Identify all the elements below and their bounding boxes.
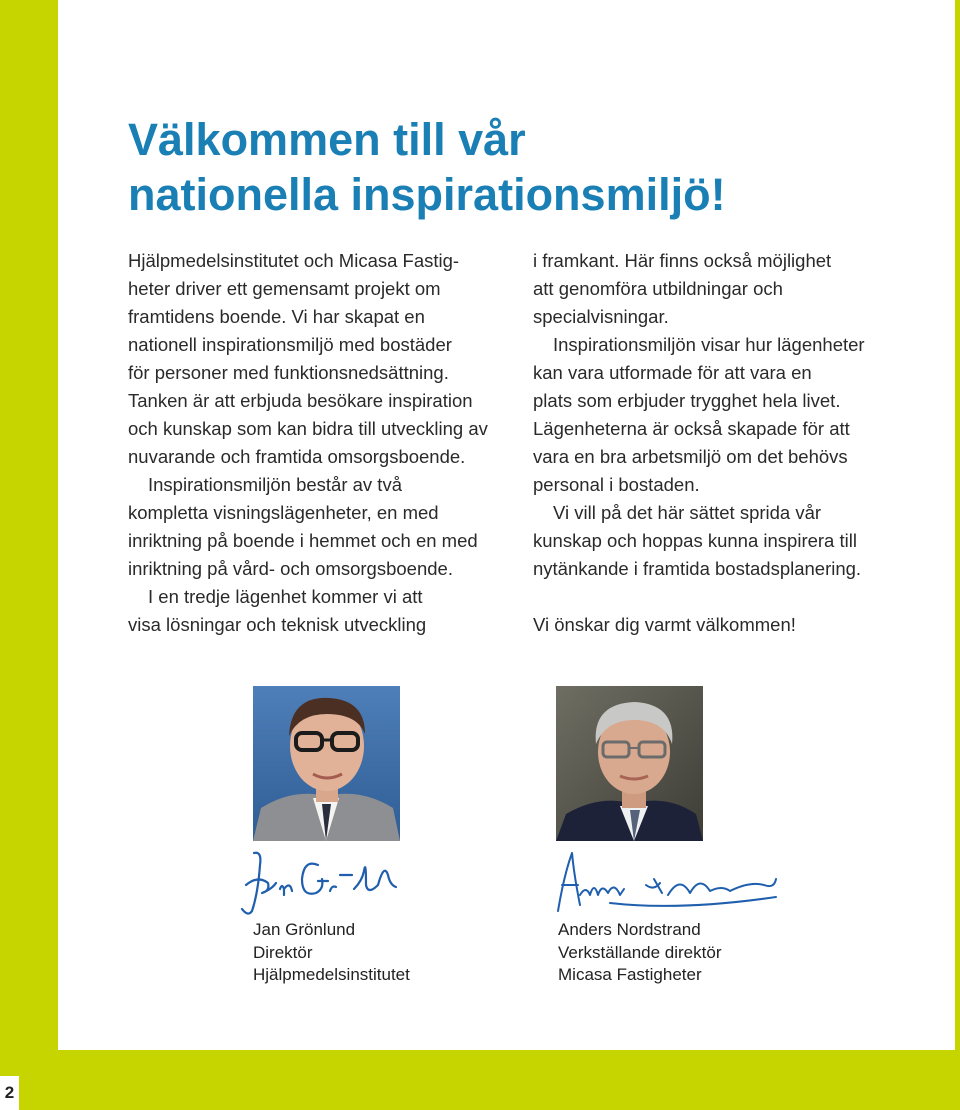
body-line: plats som erbjuder trygghet hela livet. <box>533 390 841 411</box>
body-line: nytänkande i framtida bostadsplanering. <box>533 558 862 579</box>
body-line: Inspirationsmiljön visar hur lägenheter <box>553 334 865 355</box>
signatory-block-2 <box>558 919 721 987</box>
signatory-name: Jan Grönlund <box>253 920 356 939</box>
body-paragraph <box>533 247 913 331</box>
body-line: Vi önskar dig varmt välkommen! <box>533 614 796 635</box>
body-line: för personer med funktionsnedsättning. <box>128 362 449 383</box>
body-paragraph <box>128 583 520 639</box>
body-line: Lägenheterna är också skapade för att <box>533 418 850 439</box>
page-title <box>128 112 888 222</box>
signatory-role: Verkställande direktör <box>558 942 722 962</box>
portrait-jan-gronlund <box>253 686 400 841</box>
body-line: I en tredje lägenhet kommer vi att <box>148 586 423 607</box>
body-line: specialvisningar. <box>533 306 669 327</box>
body-paragraph <box>533 611 913 639</box>
body-line: Vi vill på det här sättet sprida vår <box>553 502 822 523</box>
signatory-block-1 <box>253 919 410 987</box>
body-line: framtidens boende. Vi har skapat en <box>128 306 425 327</box>
body-paragraph <box>128 247 520 471</box>
body-paragraph <box>128 471 520 583</box>
page-number: 2 <box>0 1076 19 1110</box>
body-line: kan vara utformade för att vara en <box>533 362 812 383</box>
portrait-anders-nordstrand <box>556 686 703 841</box>
title-line-2: nationella inspirationsmiljö! <box>128 169 726 220</box>
signatory-name: Anders Nordstrand <box>558 920 701 939</box>
body-line: kompletta visningslägenheter, en med <box>128 502 439 523</box>
signatory-org: Hjälpmedelsinstitutet <box>253 965 410 984</box>
body-line: personal i bostaden. <box>533 474 700 495</box>
body-line: att genomföra utbildningar och <box>533 278 783 299</box>
body-column-right <box>533 247 913 639</box>
signature-jan-gronlund <box>232 845 432 925</box>
body-line: Tanken är att erbjuda besökare inspiration <box>128 390 473 411</box>
body-line: och kunskap som kan bidra till utveckling av <box>128 418 488 439</box>
body-line: nuvarande och framtida omsorgsboende. <box>128 446 466 467</box>
body-line: nationell inspirationsmiljö med bostäder <box>128 334 452 355</box>
body-line: Hjälpmedelsinstitutet och Micasa Fastig- <box>128 250 460 271</box>
body-line: visa lösningar och teknisk utveckling <box>128 614 427 635</box>
body-paragraph <box>533 331 913 499</box>
signatory-role: Direktör <box>253 942 313 962</box>
body-line: inriktning på vård- och omsorgsboende. <box>128 558 453 579</box>
body-line: i framkant. Här finns också möjlighet <box>533 250 832 271</box>
title-line-1: Välkommen till vår <box>128 114 526 165</box>
body-line: inriktning på boende i hemmet och en med <box>128 530 478 551</box>
signatory-org: Micasa Fastigheter <box>558 965 702 984</box>
signature-anders-nordstrand <box>550 845 790 920</box>
body-line: heter driver ett gemensamt projekt om <box>128 278 441 299</box>
body-paragraph <box>533 499 913 583</box>
body-line: Inspirationsmiljön består av två <box>148 474 402 495</box>
body-line: vara en bra arbetsmiljö om det behövs <box>533 446 848 467</box>
body-line: kunskap och hoppas kunna inspirera till <box>533 530 857 551</box>
body-column-left <box>128 247 520 639</box>
